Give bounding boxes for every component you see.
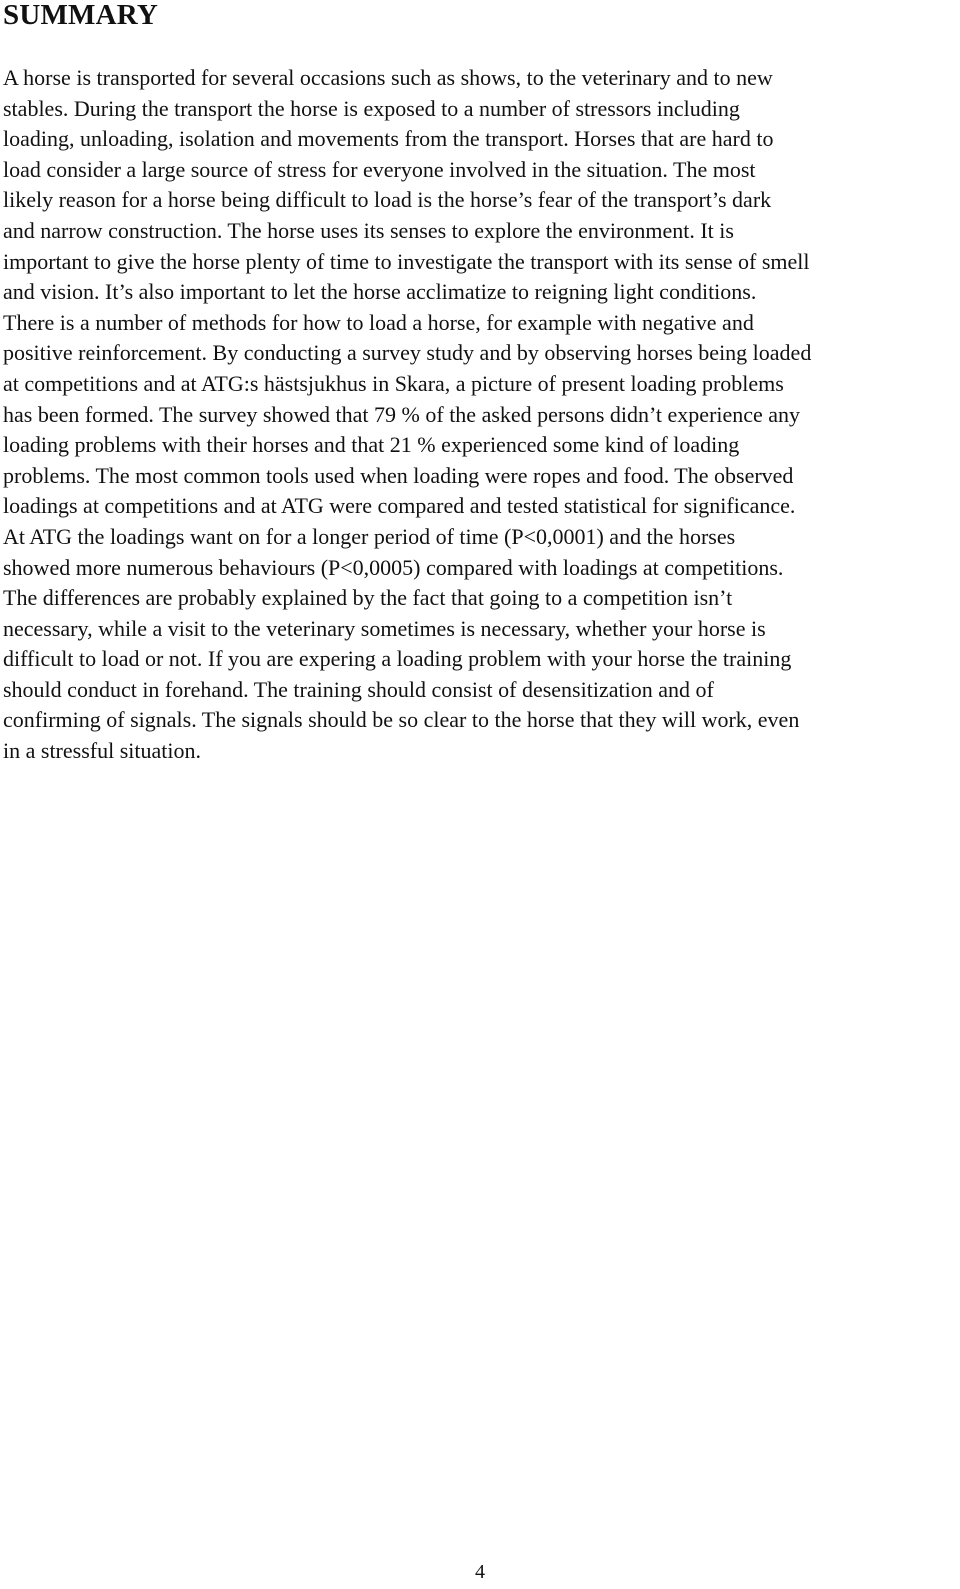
paragraph-line: at competitions and at ATG:s hästsjukhus in Skara, a picture of present loading problems	[3, 370, 784, 396]
paragraph-line: loading, unloading, isolation and movements from the transport. Horses that are hard to	[3, 126, 774, 152]
paragraph-line: has been formed. The survey showed that 79 % of the asked persons didn’t experience any	[3, 401, 801, 427]
paragraph-line: in a stressful situation.	[3, 738, 201, 764]
paragraph-line: loading problems with their horses and that 21 % experienced some kind of loading	[3, 432, 740, 458]
paragraph-line: confirming of signals. The signals should be so clear to the horse that they will work, even	[3, 707, 800, 733]
paragraph-line: stables. During the transport the horse is exposed to a number of stressors including	[3, 95, 740, 121]
paragraph-line: At ATG the loadings want on for a longer period of time (P<0,0001) and the horses	[3, 523, 736, 549]
paragraph-line: and vision. It’s also important to let the horse acclimatize to reigning light conditions.	[3, 279, 757, 305]
paragraph-line: positive reinforcement. By conducting a survey study and by observing horses being loaded	[3, 340, 812, 366]
paragraph-line: The differences are probably explained by the fact that going to a competition isn’t	[3, 585, 733, 611]
paragraph-line: A horse is transported for several occasions such as shows, to the veterinary and to new	[3, 65, 773, 90]
paragraph-line: difficult to load or not. If you are expering a loading problem with your horse the training	[3, 646, 792, 672]
paragraph-line: and narrow construction. The horse uses its senses to explore the environment. It is	[3, 217, 734, 243]
paragraph-line: loadings at competitions and at ATG were compared and tested statistical for significance.	[3, 493, 796, 519]
paragraph-line: load consider a large source of stress for everyone involved in the situation. The most	[3, 156, 756, 182]
paragraph-line: should conduct in forehand. The training should consist of desensitization and of	[3, 676, 714, 702]
summary-paragraph	[3, 63, 955, 767]
paragraph-line: There is a number of methods for how to load a horse, for example with negative and	[3, 309, 754, 335]
page-title: SUMMARY	[3, 0, 159, 31]
paragraph-line: likely reason for a horse being difficult to load is the horse’s fear of the transport’s dark	[3, 187, 772, 213]
paragraph-line: necessary, while a visit to the veterinary sometimes is necessary, whether your horse is	[3, 615, 766, 641]
paragraph-line: showed more numerous behaviours (P<0,0005) compared with loadings at competitions.	[3, 554, 784, 580]
page-number: 4	[475, 1561, 485, 1583]
paragraph-line: important to give the horse plenty of time to investigate the transport with its sense of smell	[3, 248, 810, 274]
paragraph-line: problems. The most common tools used when loading were ropes and food. The observed	[3, 462, 794, 488]
